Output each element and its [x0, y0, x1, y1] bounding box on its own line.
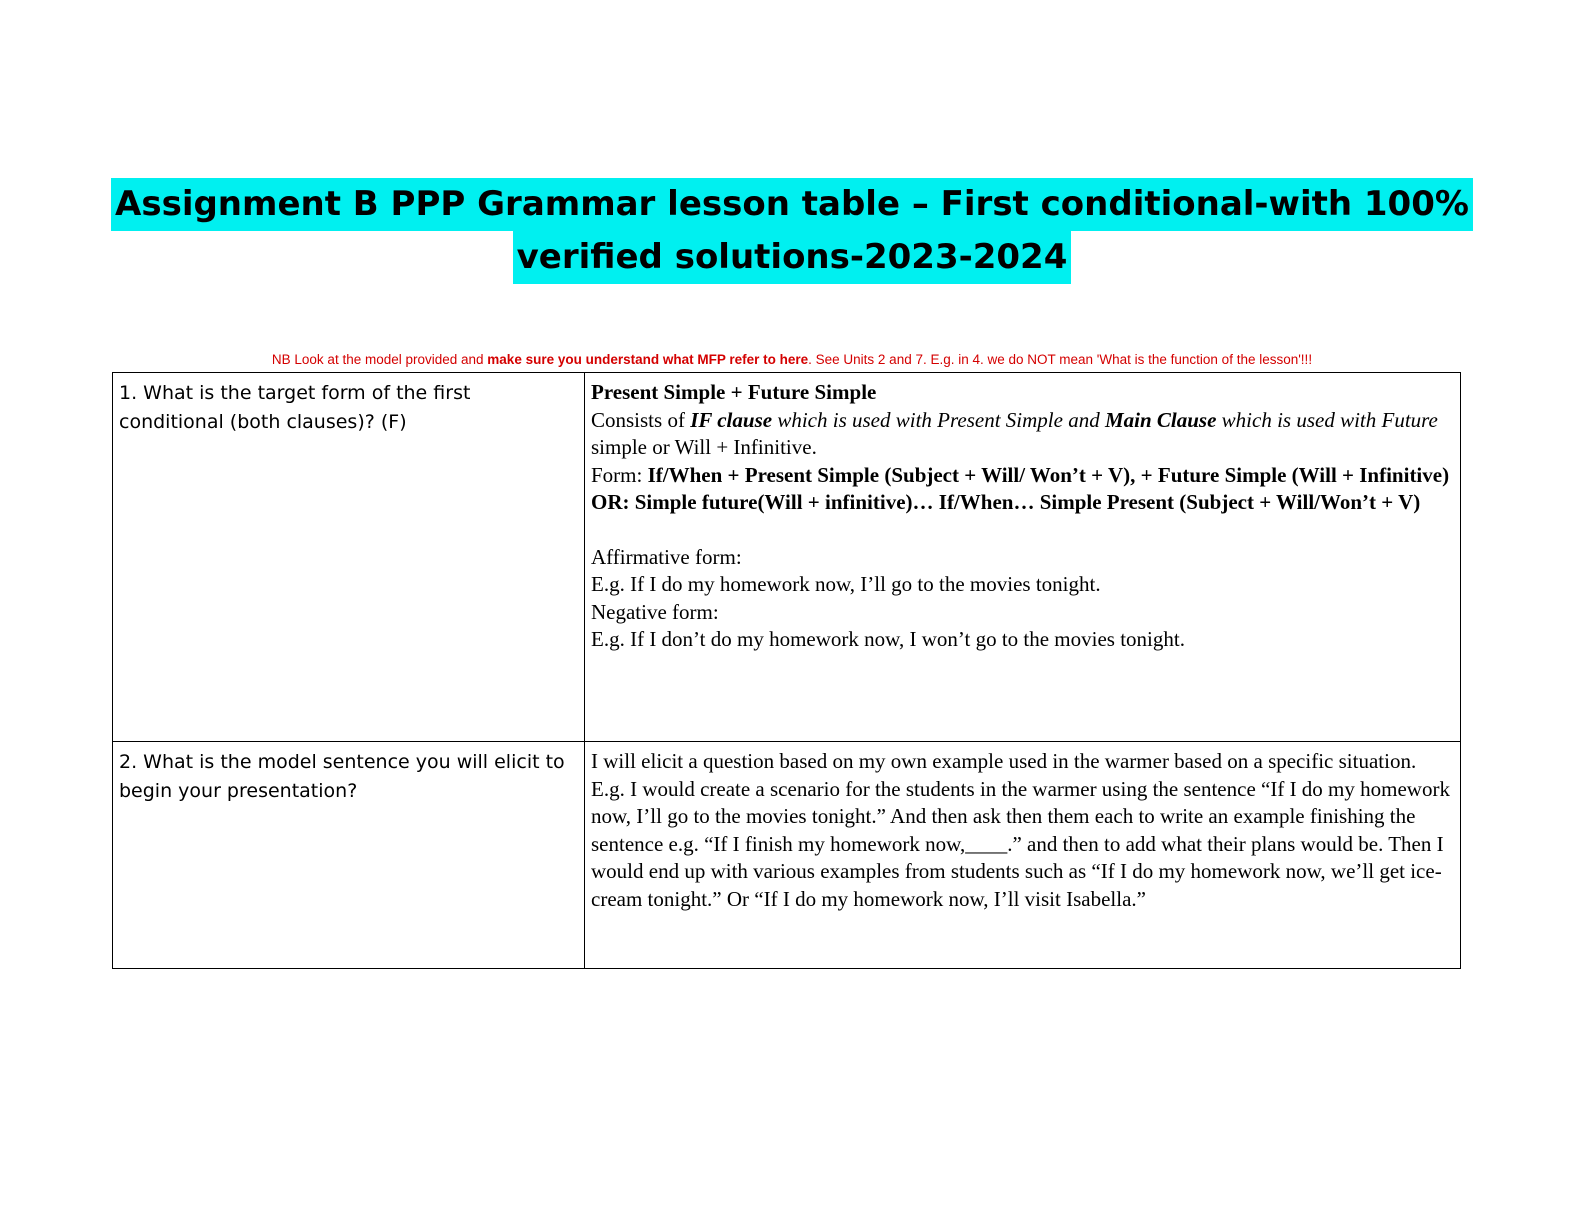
note-text-1: NB Look at the model provided and [271, 352, 488, 367]
document-title [0, 178, 1584, 284]
spacer [591, 517, 1454, 544]
question-cell: 2. What is the model sentence you will elicit to begin your presentation? [113, 742, 585, 969]
table-row [113, 742, 1461, 969]
answer-form: Form: If/When + Present Simple (Subject + Will/ Won’t + V), + Future Simple (Will + Infinitive) [591, 462, 1450, 487]
affirmative-example: E.g. If I do my homework now, I’ll go to the movies tonight. [591, 572, 1101, 596]
answer-or-form: OR: Simple future(Will + infinitive)… If/When… Simple Present (Subject + Will/Won’t + V) [591, 490, 1421, 514]
answer-paragraph-2: E.g. I would create a scenario for the students in the warmer using the sentence “If I do my homework now, I’ll go to the movies tonight.” And then ask then them each to write an example finishing the sentence e.g. “If I finish my homework now,____.” and then to add what their plans would be. Then I would end up with various examples from students such as “If I do my homework now, we’ll get ice-cream tonight.” Or “If I do my homework now, I’ll visit Isabella.” [591, 776, 1450, 911]
answer-paragraph-1: I will elicit a question based on my own example used in the warmer based on a specific situation. [591, 749, 1417, 773]
instruction-note [0, 352, 1584, 367]
answer-heading: Present Simple + Future Simple [591, 380, 877, 404]
negative-example: E.g. If I don’t do my homework now, I won’t go to the movies tonight. [591, 627, 1185, 651]
answer-cell [585, 742, 1461, 969]
title-line-1: Assignment B PPP Grammar lesson table – First conditional-with 100% [111, 178, 1473, 231]
note-text-bold: make sure you understand what MFP refer to here [487, 352, 809, 367]
lesson-table [112, 372, 1461, 969]
affirmative-label: Affirmative form: [591, 544, 742, 569]
answer-consists: Consists of IF clause which is used with Present Simple and Main Clause which is used with Future simple or Will + Infinitive. [591, 407, 1438, 459]
table-row [113, 373, 1461, 742]
answer-cell [585, 373, 1461, 742]
title-line-2: verified solutions-2023-2024 [513, 231, 1072, 284]
question-cell: 1. What is the target form of the first conditional (both clauses)? (F) [113, 373, 585, 742]
note-text-2: . See Units 2 and 7. E.g. in 4. we do NOT mean 'What is the function of the lesson'!!! [808, 352, 1313, 367]
negative-label: Negative form: [591, 599, 719, 624]
